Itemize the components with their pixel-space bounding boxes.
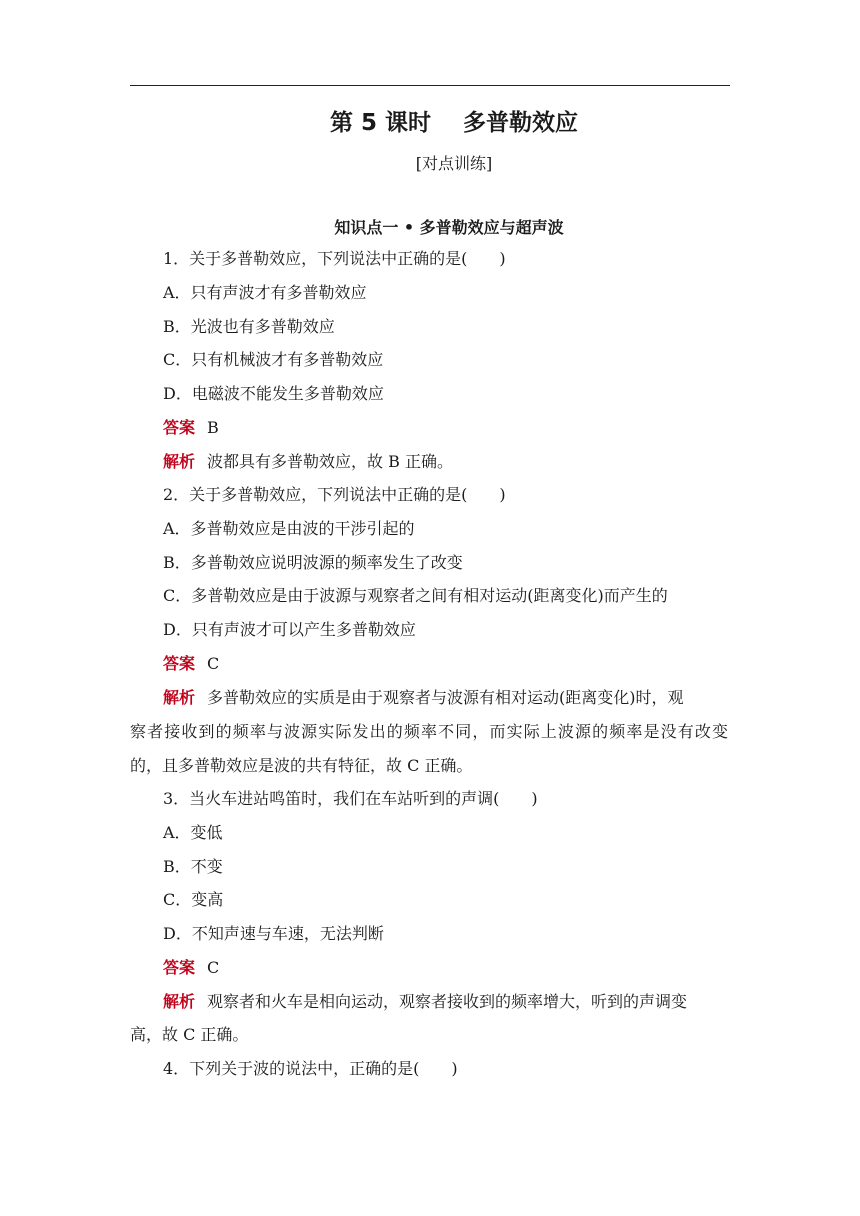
question-1-option-c: C．只有机械波才有多普勒效应: [163, 350, 384, 369]
question-1-stem: 1．关于多普勒效应，下列说法中正确的是( ): [163, 249, 506, 268]
question-3-option-d: D．不知声速与车速，无法判断: [163, 924, 384, 943]
question-2-explanation-line-2: 察者接收到的频率与波源实际发出的频率不同，而实际上波源的频率是没有改变: [130, 722, 728, 741]
question-2-explanation-line-3: 的，且多普勒效应是波的共有特征，故 C 正确。: [130, 756, 473, 775]
answer-value: B: [207, 418, 219, 437]
answer-label: 答案: [163, 418, 196, 437]
question-3-answer: [163, 957, 219, 979]
question-2-answer: [163, 653, 219, 675]
question-2-option-b: B．多普勒效应说明波源的频率发生了改变: [163, 553, 463, 572]
explanation-label: 解析: [163, 992, 196, 1011]
explanation-label: 解析: [163, 688, 196, 707]
top-rule: [130, 85, 730, 86]
question-1-answer: [163, 417, 219, 439]
question-1-option-d: D．电磁波不能发生多普勒效应: [163, 384, 384, 403]
section-heading: 知识点一 • 多普勒效应与超声波: [334, 218, 564, 237]
question-4-stem: 4．下列关于波的说法中，正确的是( ): [163, 1059, 458, 1078]
question-1-option-a: A．只有声波才有多普勒效应: [163, 283, 367, 302]
question-2-option-c: C．多普勒效应是由于波源与观察者之间有相对运动(距离变化)而产生的: [163, 586, 668, 605]
page-title: 第 5 课时 多普勒效应: [329, 110, 579, 136]
question-2-option-a: A．多普勒效应是由波的干涉引起的: [163, 519, 415, 538]
answer-value: C: [207, 958, 220, 977]
question-3-option-a: A．变低: [163, 823, 223, 842]
answer-value: C: [207, 654, 220, 673]
question-1-explanation: [163, 451, 453, 473]
answer-label: 答案: [163, 654, 196, 673]
explanation-text: 波都具有多普勒效应，故 B 正确。: [207, 452, 453, 471]
question-3-option-c: C．变高: [163, 890, 224, 909]
question-3-explanation: [163, 991, 687, 1013]
question-3-stem: 3．当火车进站鸣笛时，我们在车站听到的声调( ): [163, 789, 538, 808]
page-subtitle: [对点训练]: [415, 154, 493, 173]
question-3-option-b: B．不变: [163, 857, 223, 876]
explanation-label: 解析: [163, 452, 196, 471]
explanation-text: 多普勒效应的实质是由于观察者与波源有相对运动(距离变化)时，观: [207, 688, 684, 707]
answer-label: 答案: [163, 958, 196, 977]
question-2-option-d: D．只有声波才可以产生多普勒效应: [163, 620, 416, 639]
question-2-stem: 2．关于多普勒效应，下列说法中正确的是( ): [163, 485, 506, 504]
explanation-text: 观察者和火车是相向运动，观察者接收到的频率增大，听到的声调变: [207, 992, 688, 1011]
question-1-option-b: B．光波也有多普勒效应: [163, 317, 335, 336]
question-3-explanation-line-2: 高，故 C 正确。: [130, 1025, 249, 1044]
question-2-explanation: [163, 687, 729, 709]
